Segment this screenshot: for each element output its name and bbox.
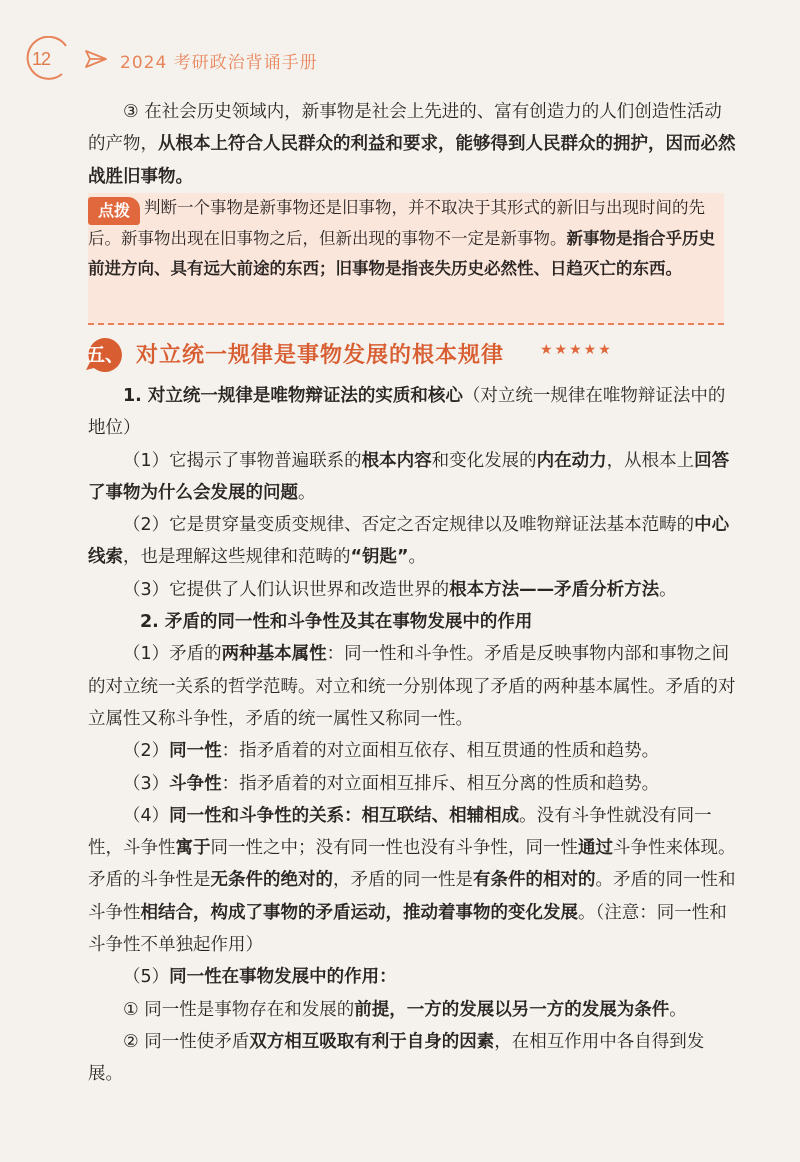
item1-1: （1）它揭示了事物普遍联系的根本内容和变化发展的内在动力，从根本上回答了事物为什么会发展的问题。 [88, 450, 730, 503]
tip-text-bold: 新事物是指合乎历史前进方向、具有远大前途的东西；旧事物是指丧失历史必然性、日趋灭亡的东西。 [88, 228, 715, 278]
item2-heading: 2. 矛盾的同一性和斗争性及其在事物发展中的作用 [140, 612, 533, 633]
item2-4: （4）同一性和斗争性的关系：相互联结、相辅相成。没有斗争性就没有同一性，斗争性寓于同一性之中；没有同一性也没有斗争性，同一性通过斗争性来体现。矛盾的斗争性是无条件的绝对的，矛盾的同一性是有条件的相对的。矛盾的同一性和斗争性相结合，构成了事物的矛盾运动，推动着事物的变化发展。（注意：同一性和斗争性不单独起作用） [88, 805, 736, 956]
condition-1: ① 同一性是事物存在和发展的前提，一方的发展以另一方的发展为条件。 [123, 999, 687, 1020]
book-title: 2024 考研政治背诵手册 [120, 53, 318, 73]
section-heading [84, 334, 734, 374]
item2-3: （3）斗争性：指矛盾着的对立面相互排斥、相互分离的性质和趋势。 [123, 773, 660, 794]
para1-text: ③ 在社会历史领域内，新事物是社会上先进的、富有创造力的人们创造性活动的产物， [88, 102, 722, 155]
para1-bold: 从根本上符合人民群众的利益和要求，能够得到人民群众的拥护，因而必然战胜旧事物。 [88, 134, 736, 187]
page-header [22, 36, 782, 80]
section-number-badge [84, 336, 128, 372]
main-content [88, 380, 736, 1091]
condition-2: ② 同一性使矛盾双方相互吸取有利于自身的因素，在相互作用中各自得到发展。 [88, 1031, 705, 1085]
importance-stars: ★★★★★ [540, 342, 613, 358]
item2-1: （1）矛盾的两种基本属性：同一性和斗争性。矛盾是反映事物内部和事物之间的对立统一关系的哲学范畴。对立和统一分别体现了矛盾的两种基本属性。矛盾的对立属性又称斗争性，矛盾的统一属性又称同一性。 [88, 644, 736, 729]
item2-5: （5）同一性在事物发展中的作用： [123, 967, 397, 988]
section-title: 对立统一规律是事物发展的根本规律 [136, 343, 505, 368]
tip-text-plain: 判断一个事物是新事物还是旧事物，并不取决于其形式的新旧与出现时间的先后。新事物出现在旧事物之后，但新出现的事物不一定是新事物。 [88, 198, 705, 248]
section-number: 五、 [85, 344, 125, 366]
item1-2: （2）它是贯穿量变质变规律、否定之否定规律以及唯物辩证法基本范畴的中心线索，也是理解这些规律和范畴的“钥匙”。 [88, 515, 730, 568]
tip-text [88, 193, 716, 285]
intro-paragraph [88, 96, 736, 193]
item1-heading: 1. 对立统一规律是唯物辩证法的实质和核心（对立统一规律在唯物辩证法中的地位） [88, 386, 726, 439]
item1-3: （3）它提供了人们认识世界和改造世界的根本方法——矛盾分析方法。 [123, 579, 677, 600]
item2-2: （2）同一性：指矛盾着的对立面相互依存、相互贯通的性质和趋势。 [123, 741, 660, 762]
tip-box [88, 193, 724, 325]
tip-badge: 点拨 [88, 197, 140, 225]
paper-plane-icon [84, 48, 108, 70]
page-number: 12 [32, 49, 51, 69]
